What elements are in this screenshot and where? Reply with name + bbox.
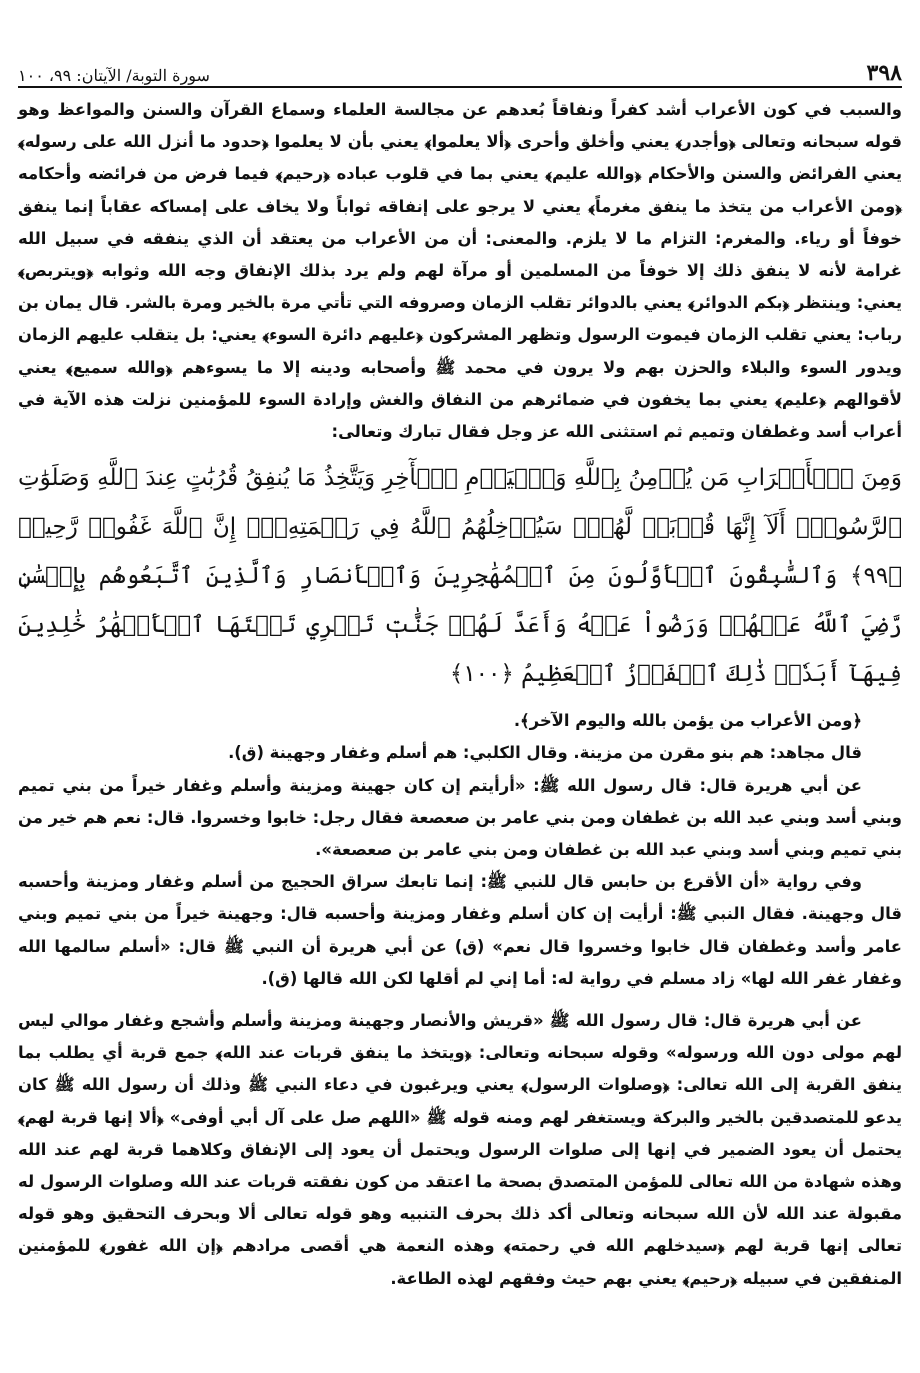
riwaya-paragraph: وفي رواية «أن الأقرع بن حابس قال للنبي ﷺ: إنما تابعك سراق الحجيج من أسلم وغفار ومزينة وأحسبه قال وجهينة. فقال النبي ﷺ: أرأيت إن كان أسلم وغفار ومزينة وأحسبه قال: وجهينة خيراً من بني تميم وبني عامر وأسد وغطفان قال خابوا وخسروا قال نعم» (ق) عن أبي هريرة أن النبي ﷺ قال: «أسلم سالمها الله وغفار غفر الله لها» زاد مسلم في رواية له: أما إني لم أقلها لكن الله قالها (ق). xyxy=(18,872,902,988)
closing-paragraph: عن أبي هريرة قال: قال رسول الله ﷺ «قريش والأنصار وجهينة ومزينة وأسلم وأشجع وغفار موالي ليس لهم مولى دون الله ورسوله» وقوله سبحانه وتعالى: ﴿ويتخذ ما ينفق قربات عند الله﴾ جمع قربة أي يطلب بما ينفق القربة إلى الله تعالى: ﴿وصلوات الرسول﴾ يعني ويرغبون في دعاء النبي ﷺ وذلك أن رسول الله ﷺ كان يدعو للمتصدقين بالخير والبركة ويستغفر لهم ومنه قوله ﷺ «اللهم صل على آل أبي أوفى» ﴿ألا إنها قربة لهم﴾ يحتمل أن يعود الضمير في إنها إلى صلوات الرسول ويحتمل أن يعود إلى الإنفاق وكلاهما قربة لهم عند الله وهذه شهادة من الله تعالى للمؤمن المتصدق بصحة ما اعتقد من كون نفقته قربات عند الله وصلوات الرسول له مقبولة عند الله لأن الله سبحانه وتعالى أكد ذلك بحرف التنبيه وهو قوله تعالى ألا وبحرف التحقيق وهو قوله تعالى إنها قربة لهم ﴿سيدخلهم الله في رحمته﴾ وهذه النعمة هي أقصى مرادهم ﴿إن الله غفور﴾ للمؤمنين المنفقين في سبيله ﴿رحيم﴾ يعني بهم حيث وفقهم لهذه الطاعة. xyxy=(18,1011,902,1288)
commentary-mujahid: قال مجاهد: هم بنو مقرن من مزينة. وقال الكلبي: هم أسلم وغفار وجهينة (ق). xyxy=(228,743,862,763)
running-title: سورة التوبة/ الآيتان: ٩٩، ١٠٠ xyxy=(18,66,210,85)
verse-heading: ﴿ومن الأعراب من يؤمن بالله واليوم الآخر﴾. xyxy=(513,711,862,731)
page-number: ٣٩٨ xyxy=(866,60,902,86)
quran-verse: وَمِنَ ٱلۡأَعۡرَابِ مَن يُؤۡمِنُ بِٱللَّهِ وَٱلۡيَوۡمِ ٱلۡأٓخِرِ وَيَتَّخِذُ مَا يُنفِقُ قُرُبَٰتٍ عِندَ ٱللَّهِ وَصَلَوَٰتِ ٱلرَّسُولِۚ أَلَآ إِنَّهَا قُرۡبَةٞ لَّهُمۡۚ سَيُدۡخِلُهُمُ ٱللَّهُ فِي رَحۡمَتِهِۦٓۚ إِنَّ ٱللَّهَ غَفُورٞ رَّحِيمٞ ﴿٩٩﴾ وَٱلسَّٰبِقُونَ ٱلۡأَوَّلُونَ مِنَ ٱلۡمُهَٰجِرِينَ وَٱلۡأَنصَارِ وَٱلَّذِينَ ٱتَّبَعُوهُم بِإِحۡسَٰنٖ رَّضِيَ ٱللَّهُ عَنۡهُمۡ وَرَضُواْ عَنۡهُ وَأَعَدَّ لَهُمۡ جَنَّٰتٖ تَجۡرِي تَحۡتَهَا ٱلۡأَنۡهَٰرُ خَٰلِدِينَ فِيهَآ أَبَدٗاۚ ذَٰلِكَ ٱلۡفَوۡزُ ٱلۡعَظِيمُ ﴿١٠٠﴾ xyxy=(18,465,902,688)
tafsir-paragraph: والسبب في كون الأعراب أشد كفراً ونفاقاً بُعدهم عن مجالسة العلماء وسماع القرآن والسنن والمواعظ وهو قوله سبحانه وتعالى ﴿وأجدر﴾ يعني وأخلق وأحرى ﴿ألا يعلموا﴾ يعني بأن لا يعلموا ﴿حدود ما أنزل الله على رسوله﴾ يعني الفرائض والسنن والأحكام ﴿والله عليم﴾ يعني بما في قلوب عباده ﴿رحيم﴾ فيما فرض من فرائضه وأحكامه ﴿ومن الأعراب من يتخذ ما ينفق مغرماً﴾ يعني لا يرجو على إنفاقه ثواباً ولا يخاف على إمساكه عقاباً إنما ينفق خوفاً أو رياء. والمغرم: التزام ما لا يلزم. والمعنى: أن من الأعراب من يعتقد أن الذي ينفقه في سبيل الله غرامة لأنه لا ينفق ذلك إلا خوفاً من المسلمين أو مرآة لهم ولم يرد بذلك الإنفاق وجه الله وثوابه ﴿ويتربص﴾ يعني: وينتظر ﴿بكم الدوائر﴾ يعني بالدوائر تقلب الزمان وصروفه التي تأتي مرة بالخير ومرة بالشر. قال يمان بن رباب: يعني تقلب الزمان فيموت الرسول وتظهر المشركون ﴿عليهم دائرة السوء﴾ يعني: بل يتقلب عليهم الزمان ويدور السوء والبلاء والحزن بهم ولا يرون في محمد ﷺ وأصحابه ودينه إلا ما يسوءهم ﴿والله سميع﴾ يعني لأقوالهم ﴿عليم﴾ يعني بما يخفون في ضمائرهم من النفاق والغش وإرادة السوء للمؤمنين نزلت هذه الآية في أعراب أسد وغطفان وتميم ثم استثنى الله عز وجل فقال تبارك وتعالى: xyxy=(18,100,902,442)
page-header xyxy=(18,56,902,88)
page-content xyxy=(18,94,902,1295)
hadith-paragraph: عن أبي هريرة قال: قال رسول الله ﷺ: «أرأيتم إن كان جهينة ومزينة وأسلم وغفار خيراً من بني تميم وبني أسد وبني عبد الله بن غطفان ومن بني عامر بن صعصعة فقال رجل: خابوا وخسروا. قال: نعم هم خير من بني تميم وبني أسد وبني عبد الله بن غطفان ومن بني عامر بن صعصعة». xyxy=(18,775,902,860)
